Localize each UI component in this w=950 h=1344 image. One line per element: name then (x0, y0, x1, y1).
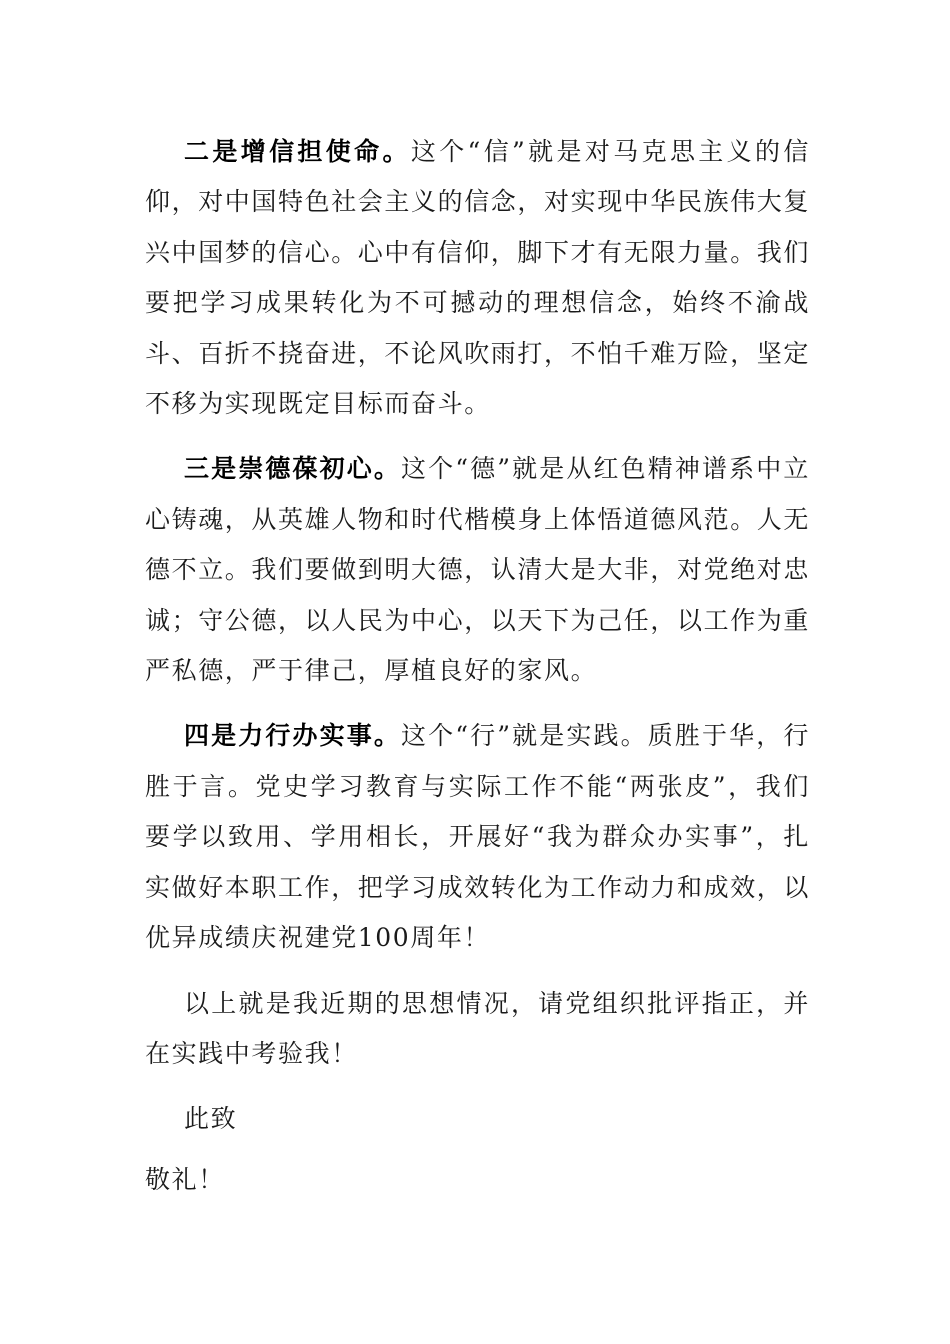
closing-salutation: 此致 (184, 1104, 238, 1134)
paragraph-text: 这个“德”就是从红色精神谱系中立心铸魂，从英雄人物和时代楷模身上体悟道德风范。人无德不立。我们要做到明大德，认清大是大非，对党绝对忠诚；守公德，以人民为中心，以天下为己任，以工作为重严私德，严于律己，厚植良好的家风。 (145, 454, 811, 686)
paragraph-heading: 四是力行办实事。 (184, 721, 401, 751)
paragraph-text: 这个“信”就是对马克思主义的信仰，对中国特色社会主义的信念，对实现中华民族伟大复兴中国梦的信心。心中有信仰，脚下才有无限力量。我们要把学习成果转化为不可撼动的理想信念，始终不渝战斗、百折不挠奋进，不论风吹雨打，不怕千难万险，坚定不移为实现既定目标而奋斗。 (145, 137, 811, 419)
paragraph-virtue (145, 444, 810, 696)
paragraph-text: 这个“行”就是实践。质胜于华，行胜于言。党史学习教育与实际工作不能“两张皮”，我们要学以致用、学用相长，开展好“我为群众办实事”，扎实做好本职工作，把学习成效转化为工作动力和成效，以优异成绩庆祝建党100周年！ (145, 721, 811, 953)
paragraph-conclusion: 以上就是我近期的思想情况，请党组织批评指正，并在实践中考验我！ (145, 988, 810, 1068)
closing-regards: 敬礼！ (145, 1164, 225, 1194)
paragraph-action (145, 711, 810, 963)
document-body (145, 127, 810, 1205)
paragraph-heading: 三是崇德葆初心。 (184, 454, 401, 484)
paragraph-faith (145, 127, 810, 429)
paragraph-heading: 二是增信担使命。 (184, 137, 411, 166)
